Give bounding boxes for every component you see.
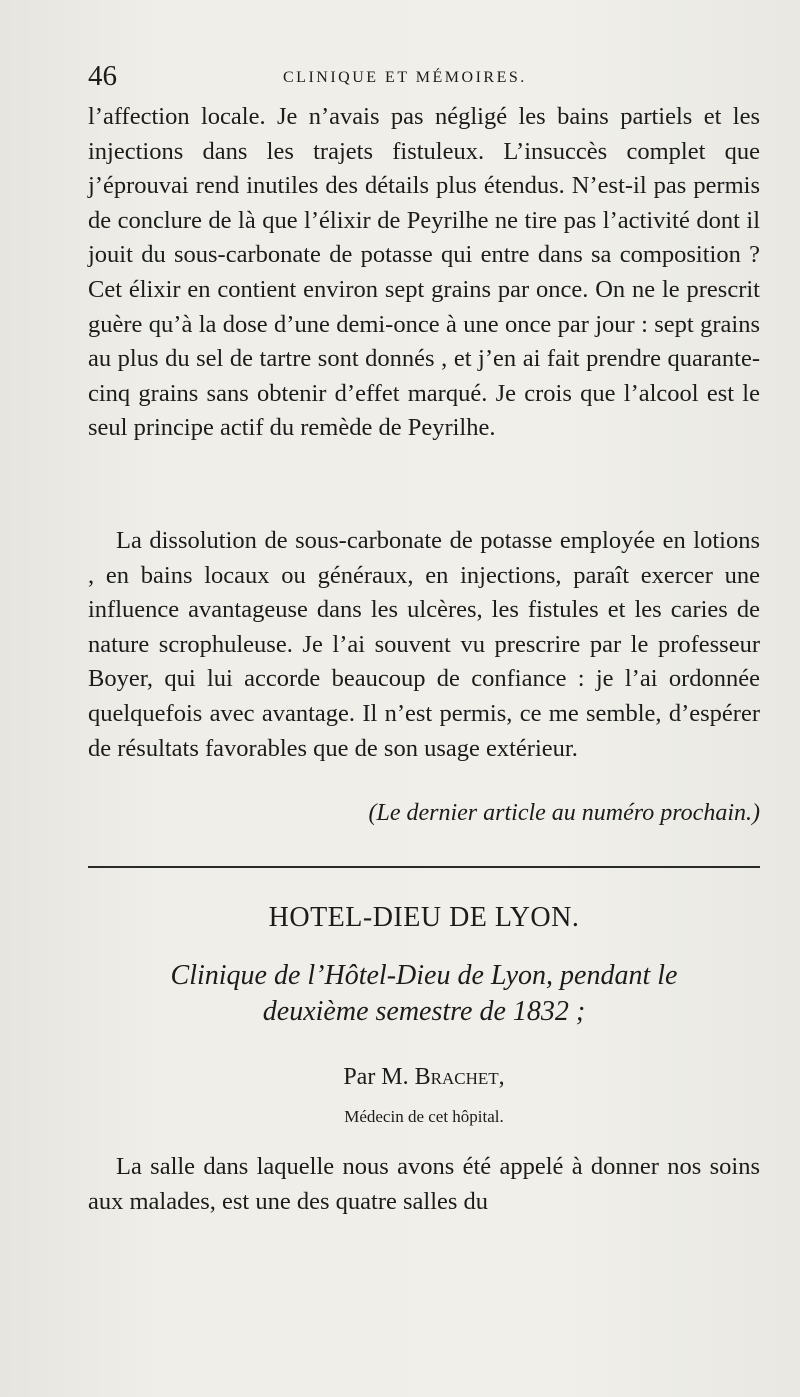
running-head xyxy=(88,58,758,94)
page-number: 46 xyxy=(88,60,117,92)
section-subtitle xyxy=(88,958,760,1030)
running-title: CLINIQUE ET MÉMOIRES. xyxy=(283,69,527,86)
body-paragraph-1 xyxy=(88,100,760,446)
subtitle-line-1: Clinique de l’Hôtel-Dieu de Lyon, pendant le xyxy=(170,960,678,991)
body-paragraph-2 xyxy=(88,524,760,766)
byline-prefix: Par M. xyxy=(343,1064,409,1090)
continuation-note: (Le dernier article au numéro prochain.) xyxy=(368,800,760,826)
subtitle-line-2: deuxième semestre de 1832 ; xyxy=(262,996,586,1027)
paragraph-text: La dissolution de sous-carbonate de potasse employée en lotions , en bains locaux ou généraux, en injections, paraît exercer une influence avantageuse dans les ulcères, les fistules et les caries de nature scrophuleuse. Je l’ai souvent vu prescrire par le professeur Boyer, qui lui accorde beaucoup de confiance : je l’ai ordonnée quelquefois avec avantage. Il n’est permis, ce me semble, d’espérer de résultats favorables que de son usage extérieur. xyxy=(88,527,760,762)
author-byline xyxy=(88,1060,760,1094)
section-divider xyxy=(88,866,760,868)
section-title: HOTEL-DIEU DE LYON. xyxy=(268,902,580,933)
author-affiliation: Médecin de cet hôpital. xyxy=(344,1107,504,1126)
paragraph-text: La salle dans laquelle nous avons été appelé à donner nos soins aux malades, est une des quatre salles du xyxy=(88,1153,760,1215)
paragraph-text: l’affection locale. Je n’avais pas négligé les bains partiels et les injections dans les trajets fistuleux. L’insuccès complet que j’éprouvai rend inutiles des détails plus étendus. N’est-il pas permis de conclure de là que l’élixir de Peyrilhe ne tire pas l’activité dont il jouit du sous-carbonate de potasse qui entre dans sa composition ? Cet élixir en contient environ sept grains par once. On ne le prescrit guère qu’à la dose d’une demi-once à une once par jour : sept grains au plus du sel de tartre sont donnés , et j’en ai fait prendre quarante-cinq grains sans obtenir d’effet marqué. Je crois que l’alcool est le seul principe actif du remède de Peyrilhe. xyxy=(88,103,760,442)
author-name: Brachet, xyxy=(414,1064,505,1090)
body-paragraph-3 xyxy=(88,1150,760,1219)
